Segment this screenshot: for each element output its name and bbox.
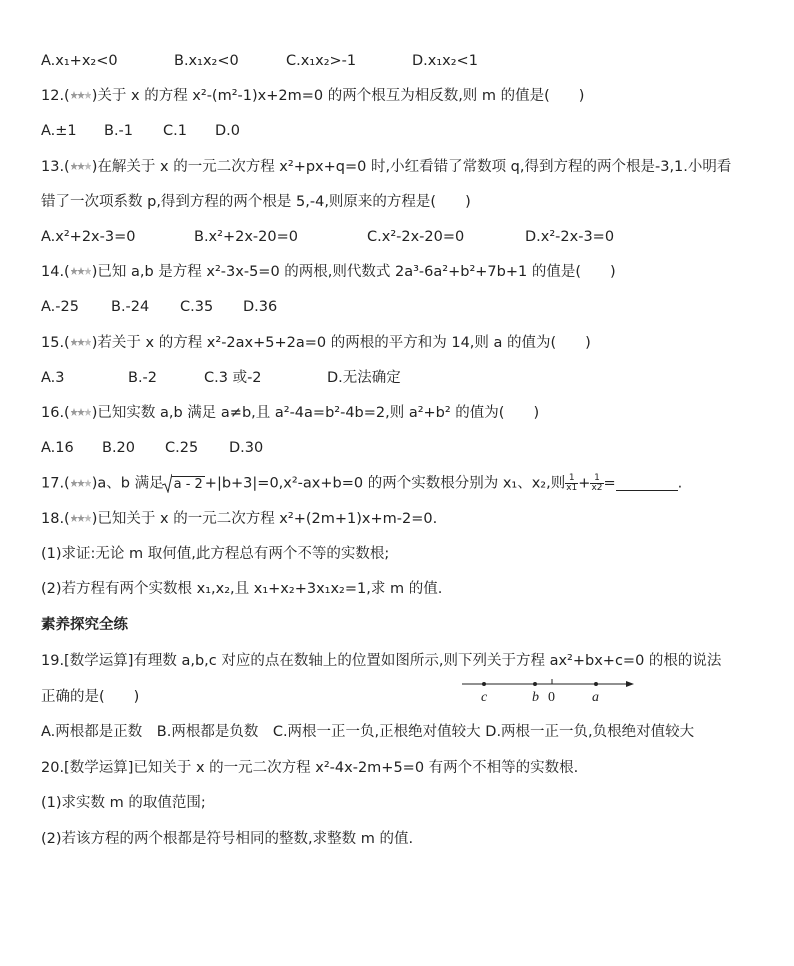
- q14-option-a: A.-25: [41, 299, 79, 315]
- q16-option-c: C.25: [165, 440, 199, 456]
- number-line-arrow-icon: [626, 681, 634, 687]
- difficulty-stars-icon: [71, 407, 91, 418]
- label-0: 0: [548, 690, 555, 705]
- fraction-1-x1: $\frac{1}{x1}$: [566, 473, 578, 493]
- label-a: a: [592, 690, 599, 705]
- q19-options: A.两根都是正数 B.两根都是负数 C.两根一正一负,正根绝对值较大 D.两根一正一负,负根绝对值较大: [41, 724, 695, 740]
- q15-option-a: A.3: [41, 370, 65, 386]
- q16-option-d: D.30: [229, 440, 264, 456]
- q13-stem-line1: 13.( )在解关于 x 的一元二次方程 x²+px+q=0 时,小红看错了常数项 q,得到方程的两个根是-3,1.小明看: [41, 159, 732, 175]
- section-title: 素养探究全练: [41, 617, 128, 633]
- difficulty-stars-icon: [71, 478, 91, 489]
- q13-option-d: D.x²-2x-3=0: [525, 229, 615, 245]
- q13-option-b: B.x²+2x-20=0: [194, 229, 298, 245]
- q18-stem: 18.( )已知关于 x 的一元二次方程 x²+(2m+1)x+m-2=0.: [41, 511, 438, 527]
- q14-stem: 14.( )已知 a,b 是方程 x²-3x-5=0 的两根,则代数式 2a³-6a²+b²+7b+1 的值是( ): [41, 264, 616, 280]
- point-c: [482, 682, 486, 686]
- q15-option-d: D.无法确定: [327, 370, 401, 386]
- difficulty-stars-icon: [71, 513, 91, 524]
- q18-part2: (2)若方程有两个实数根 x₁,x₂,且 x₁+x₂+3x₁x₂=1,求 m 的值.: [41, 581, 443, 597]
- q17-stem: 17.( )a、b 满足 a - 2 +|b+3|=0,x²-ax+b=0 的两个实数根分别为 x₁、x₂,则 $\frac{1}{x1}$ + $\frac{1}{x2}$ = .: [41, 473, 683, 493]
- q15-option-b: B.-2: [128, 370, 158, 386]
- q14-option-d: D.36: [243, 299, 278, 315]
- q20-part2: (2)若该方程的两个根都是符号相同的整数,求整数 m 的值.: [41, 831, 414, 847]
- q20-stem: 20.[数学运算]已知关于 x 的一元二次方程 x²-4x-2m+5=0 有两个不相等的实数根.: [41, 760, 579, 776]
- q16-option-a: A.16: [41, 440, 74, 456]
- q11-option-a: A.x₁+x₂<0: [41, 53, 118, 69]
- label-c: c: [481, 690, 488, 705]
- q15-option-c: C.3 或-2: [204, 370, 262, 386]
- q19-stem-line2: 正确的是( ): [41, 689, 140, 705]
- q14-option-b: B.-24: [111, 299, 150, 315]
- q14-option-c: C.35: [180, 299, 214, 315]
- q13-option-c: C.x²-2x-20=0: [367, 229, 465, 245]
- q11-option-d: D.x₁x₂<1: [412, 53, 478, 69]
- q16-option-b: B.20: [102, 440, 136, 456]
- q16-stem: 16.( )已知实数 a,b 满足 a≠b,且 a²-4a=b²-4b=2,则 a²+b² 的值为( ): [41, 405, 540, 421]
- q12-number: 12.(: [41, 88, 70, 104]
- difficulty-stars-icon: [71, 90, 91, 101]
- q12-option-b: B.-1: [104, 123, 134, 139]
- q12-option-d: D.0: [215, 123, 240, 139]
- label-b: b: [532, 690, 539, 705]
- q13-stem-line2: 错了一次项系数 p,得到方程的两个根是 5,-4,则原来的方程是( ): [41, 194, 471, 210]
- q20-part1: (1)求实数 m 的取值范围;: [41, 795, 206, 811]
- point-a: [594, 682, 598, 686]
- q12-text: 关于 x 的方程 x²-(m²-1)x+2m=0 的两个根互为相反数,则 m 的值是( ): [97, 88, 585, 104]
- q12-stem: 12.( )关于 x 的方程 x²-(m²-1)x+2m=0 的两个根互为相反数,则 m 的值是( ): [41, 88, 585, 104]
- number-line-figure: [458, 674, 638, 706]
- point-b: [533, 682, 537, 686]
- q12-option-c: C.1: [163, 123, 187, 139]
- difficulty-stars-icon: [71, 266, 91, 277]
- q12-option-a: A.±1: [41, 123, 77, 139]
- sqrt-expression: a - 2: [164, 475, 205, 494]
- fraction-1-x2: $\frac{1}{x2}$: [591, 473, 603, 493]
- answer-blank[interactable]: [616, 478, 678, 491]
- q19-stem-line1: 19.[数学运算]有理数 a,b,c 对应的点在数轴上的位置如图所示,则下列关于方程 ax²+bx+c=0 的根的说法: [41, 653, 722, 669]
- difficulty-stars-icon: [71, 337, 91, 348]
- q15-stem: 15.( )若关于 x 的方程 x²-2ax+5+2a=0 的两根的平方和为 14,则 a 的值为( ): [41, 335, 591, 351]
- q11-option-c: C.x₁x₂>-1: [286, 53, 357, 69]
- q11-option-b: B.x₁x₂<0: [174, 53, 239, 69]
- q13-option-a: A.x²+2x-3=0: [41, 229, 136, 245]
- difficulty-stars-icon: [71, 161, 91, 172]
- q18-part1: (1)求证:无论 m 取何值,此方程总有两个不等的实数根;: [41, 546, 390, 562]
